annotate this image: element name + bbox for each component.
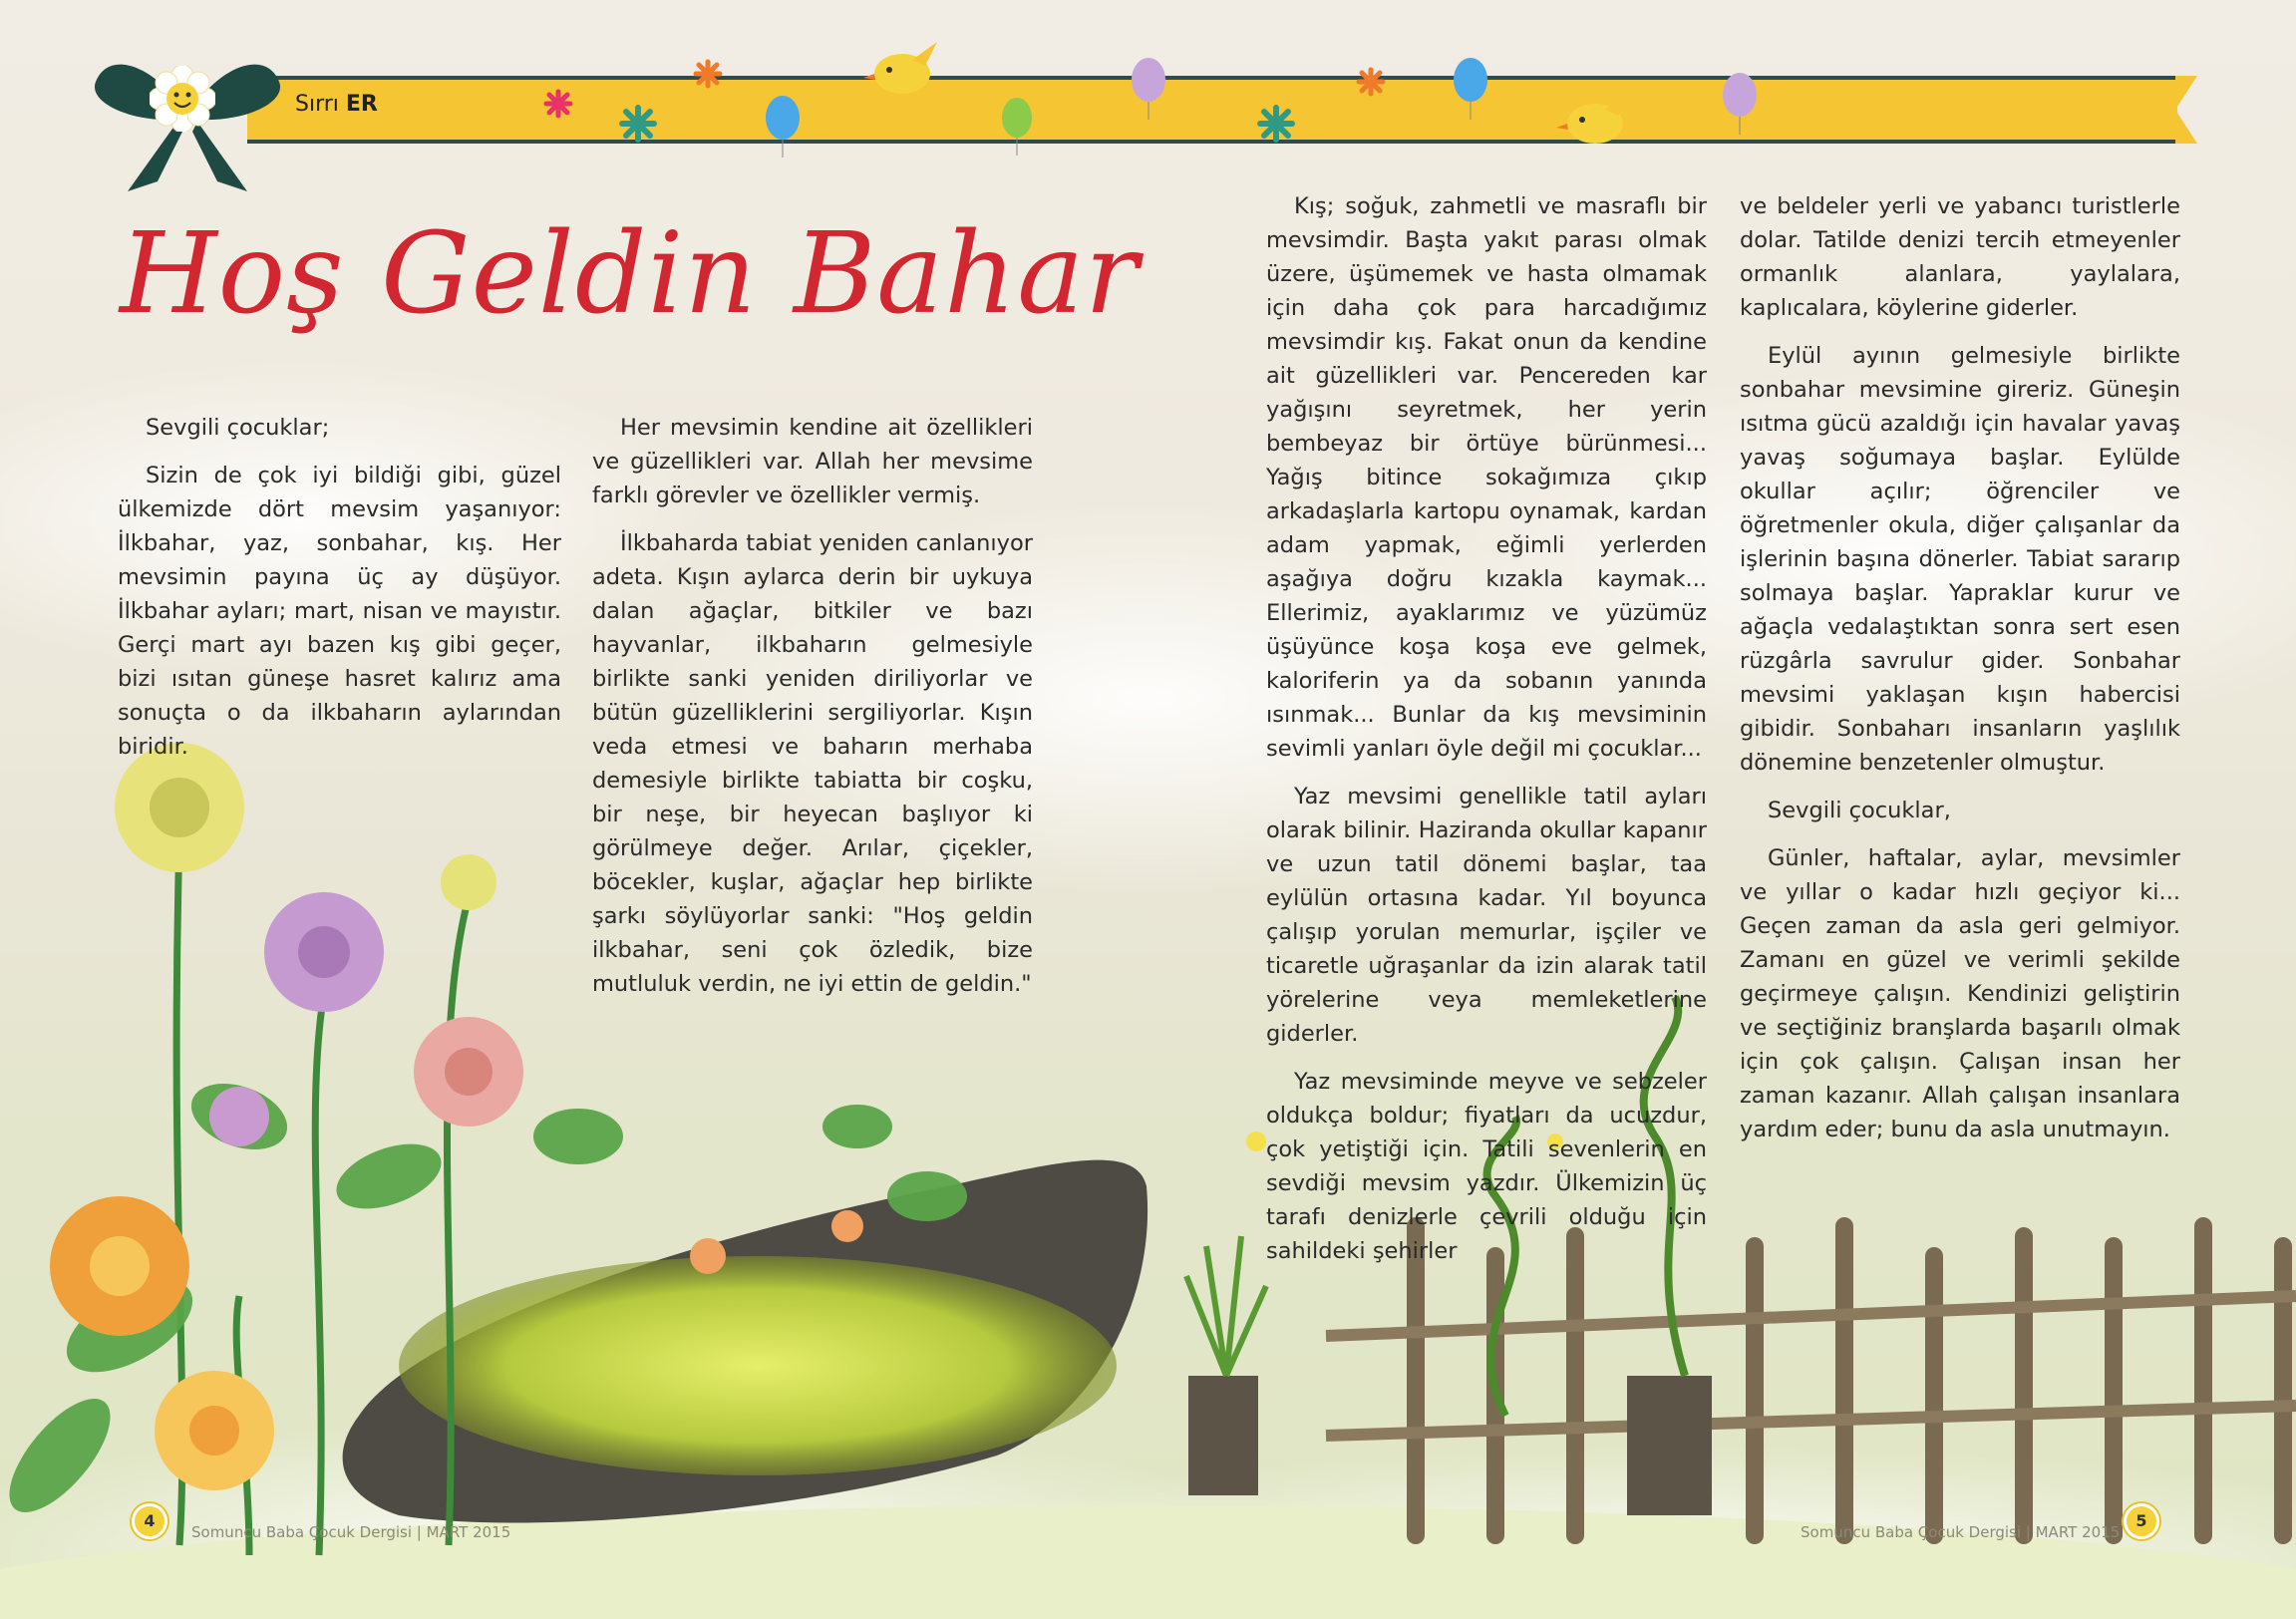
balloon-icon [766, 96, 800, 158]
paragraph-continued: ve beldeler yerli ve yabancı turistlerle dolar. Tatilde denizi tercih etmeyenler ormanlık alanlara, yaylalara, kaplıcalara, köylerine giderler. [1740, 193, 2180, 321]
paragraph: Her mevsimin kendine ait özellikleri ve güzellikleri var. Allah her mevsime farklı görevler ve özellikler vermiş. [592, 415, 1033, 508]
footer-magazine-left: Somuncu Baba Çocuk Dergisi | MART 2015 [191, 1523, 511, 1541]
smiley-flower-icon [150, 66, 215, 132]
asterisk-flower-icon [696, 62, 720, 86]
paragraph: Sevgili çocuklar, [1768, 798, 1951, 823]
footer-magazine-right: Somuncu Baba Çocuk Dergisi | MART 2015 [1801, 1523, 2121, 1541]
page-number-left: 4 [132, 1503, 167, 1539]
ribbon-tail [2175, 76, 2197, 144]
asterisk-flower-icon [546, 92, 570, 116]
bird-icon [863, 42, 937, 94]
paragraph: Sevgili çocuklar; [146, 415, 330, 441]
page-number-right: 5 [2124, 1503, 2159, 1539]
paragraph: Yaz mevsimi genellikle tatil ayları olarak bilinir. Haziranda okullar kapanır ve uzun tatil dönemi başlar, taa eylülün ortasına kadar. Yıl boyunca çalışıp yorulan memurlar, işçiler ve ticaretle uğraşanlar da izin alarak tatil yörelerine veya memleketlerine giderler. [1266, 784, 1707, 1047]
paragraph: Eylül ayının gelmesiyle birlikte sonbahar mevsimine gireriz. Güneşin ısıtma gücü azaldığı için havalar yavaş yavaş soğumaya başlar. Eylülde okullar açılır; öğrenciler ve öğretmenler okula, diğer çalışanlar da işlerinin başına dönerler. Tabiat sararıp solmaya başlar. Yapraklar kurur ve ağaçla vedalaştıktan sonra sert esen rüzgârla savrulur gider. Sonbahar mevsimi yaklaşan kışın habercisi gibidir. Sonbaharı insanların yaşlılık dönemine benzetenler olmuştur. [1740, 343, 2180, 776]
ribbon-decorations [518, 40, 1834, 160]
paragraph: İlkbaharda tabiat yeniden canlanıyor adeta. Kışın aylarca derin bir uykuya dalan ağaçlar, bitkiler ve bazı hayvanlar, ilkbaharın gelmesiyle birlikte sanki yeniden diriliyorlar ve bütün güzelliklerini sergiliyorlar. Kışın veda etmesi ve baharın merhaba demesiyle birlikte tabiatta bir coşku, bir neşe, bir heyecan başlıyor ki görülmeye değer. Arılar, çiçekler, böcekler, kuşlar, ağaçlar hep birlikte şarkı söylüyorlar sanki: "Hoş geldin ilkbahar, seni çok özledik, bize mutluluk verdin, ne iyi ettin de geldin." [592, 530, 1033, 997]
paragraph: Kış; soğuk, zahmetli ve masraflı bir mevsimdir. Başta yakıt parası olmak üzere, üşümemek ve hasta olmamak için daha çok para harcadığımız mevsimdir kış. Fakat onun da kendine ait güzellikleri var. Pencereden kar yağışını seyretmek, her yerin bembeyaz bir örtüye bürünmesi... Yağış bitince sokağımıza çıkıp arkadaşlarla kartopu oynamak, kardan adam yapmak, eğimli yerlerden aşağıya doğru kızakla kaymak... Ellerimiz, ayaklarımız ve yüzümüz üşüyünce koşa koşa eve gelmek, kaloriferin ya da sobanın yanında ısınmak... Bunlar da kış mevsiminin sevimli yanları öyle değil mi çocuklar... [1266, 193, 1707, 762]
asterisk-flower-icon [1260, 108, 1292, 140]
balloon-icon [1132, 58, 1165, 120]
text-column-4 [1740, 189, 2180, 1160]
balloon-icon [1002, 98, 1032, 156]
paragraph: Günler, haftalar, aylar, mevsimler ve yıllar o kadar hızlı geçiyor ki... Geçen zaman da asla geri gelmiyor. Zamanı en güzel ve verimli şekilde geçirmeye çalışın. Kendinizi geliştirin ve seçtiğiniz branşlarda başarılı olmak için çok çalışın. Çalışan insan her zaman kazanır. Allah çalışan insanlara yardım eder; bunu da asla unutmayın. [1740, 845, 2180, 1142]
author-name: Sırrı ER [295, 92, 378, 117]
asterisk-flower-icon [1359, 70, 1383, 94]
paragraph: Sizin de çok iyi bildiği gibi, güzel ülkemizde dört mevsim yaşanıyor: İlkbahar, yaz, sonbahar, kış. Her mevsimin payına üç ay düşüyor. İlkbahar ayları; mart, nisan ve mayıstır. Gerçi mart ayı bazen kış gibi geçer, bizi ısıtan güneşe hasret kalırız ama sonuçta o da ilkbaharın aylarından biridir. [118, 463, 561, 760]
balloon-icon [1454, 58, 1487, 120]
text-column-3 [1266, 189, 1707, 1282]
bird-icon [1556, 92, 1630, 144]
asterisk-flower-icon [622, 108, 654, 140]
text-column-1 [118, 411, 561, 778]
balloon-icon [1723, 73, 1757, 135]
page-title: Hoş Geldin Bahar [120, 209, 1140, 339]
paragraph: Yaz mevsiminde meyve ve sebzeler oldukça boldur; fiyatları da ucuzdur, çok yetiştiği için. Tatili sevenlerin en sevdiği mevsim yazdır. Ülkemizin üç tarafı denizlerle çevrili olduğu için sahildeki şehirler [1266, 1069, 1707, 1264]
text-column-2 [592, 411, 1033, 1015]
